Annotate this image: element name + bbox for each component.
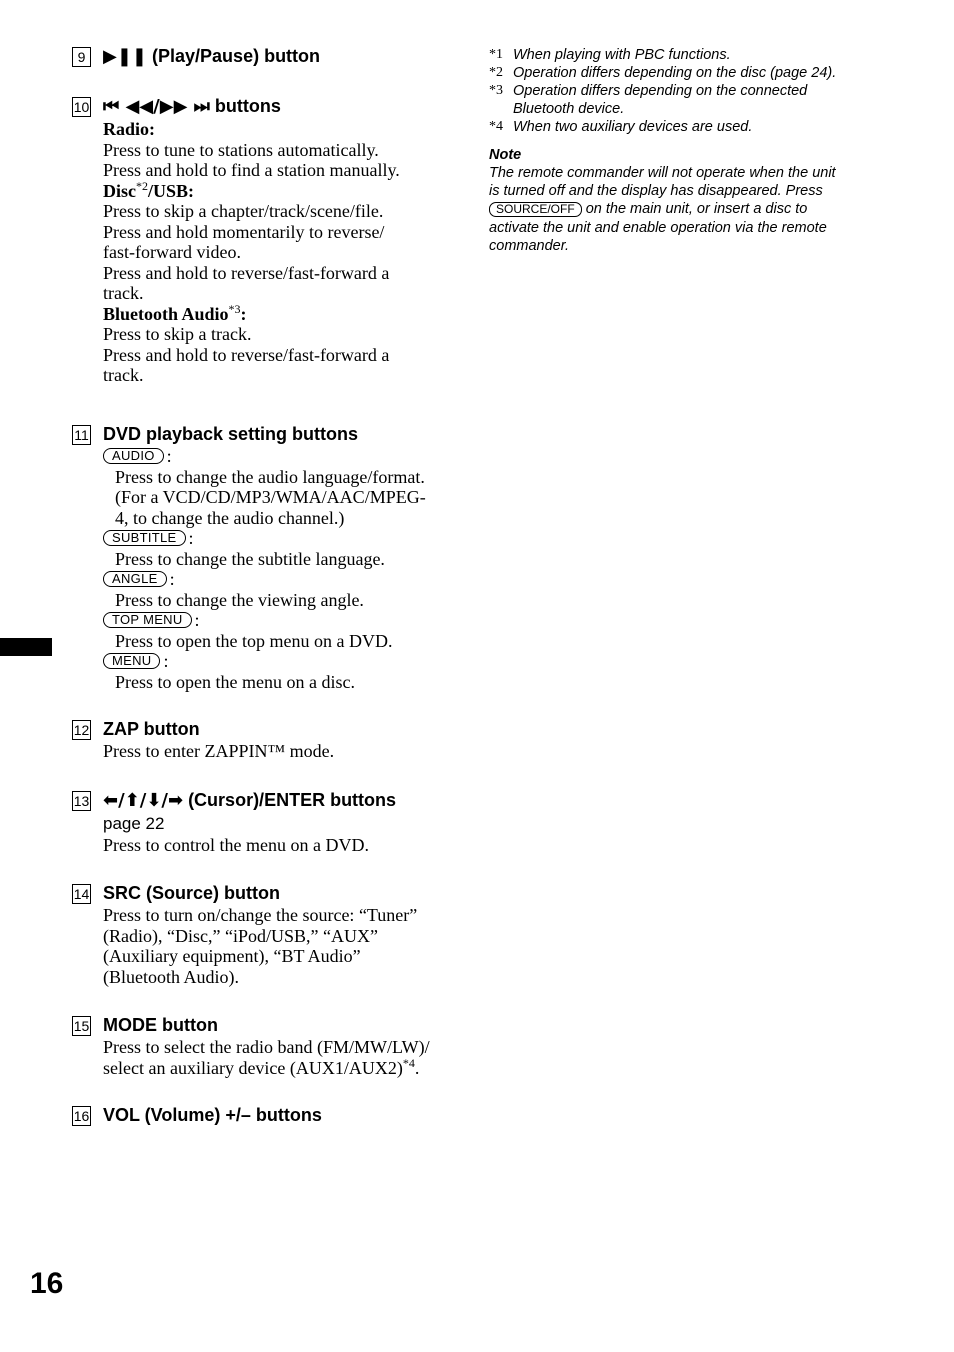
item-body [103,741,472,762]
body-line: select an auxiliary device $(AUX1/AUX2)^{*4}$. [103,1055,420,1078]
footnotes-and-note [489,46,874,255]
body-line: (Auxiliary equipment), “BT Audio” [103,946,361,966]
item-number: 13 [73,793,90,809]
body-line: 4, to change the audio channel.) [115,507,345,528]
item-heading: DVD playback setting buttons [103,424,359,444]
item-cursor-enter [72,788,472,881]
item-body [103,119,472,386]
body-line: Press to open the menu on a disc. [115,671,355,692]
item-volume [72,1103,472,1127]
button-descriptions [72,44,472,1127]
item-heading: ZAP button [103,719,200,739]
radio-label: Radio: [103,119,156,139]
item-number: 14 [73,886,90,902]
top-menu-key-line: TOP MENU : [103,610,472,631]
body-line: track. [103,283,144,303]
disc-usb-label: Disc$^{*2}$/USB: [103,178,195,201]
subtitle-key-line: SUBTITLE : [103,528,472,549]
body-line: (For a VCD/CD/MP3/WMA/AAC/MPEG- [115,487,426,507]
body-line: (Radio), “Disc,” “iPod/USB,” “AUX” [103,925,378,946]
item-body [103,835,472,856]
menu-key: MENU [103,653,160,669]
body-line: track. [103,365,144,385]
body-line: Press to change the subtitle language. [115,548,385,569]
item-heading: ⏮ ◀◀/▶▶ ⏭ buttons [103,96,281,117]
item-number: 16 [73,1108,90,1124]
body-line: fast-forward video. [103,242,241,262]
prev-next-icon: ⏮ ◀◀/▶▶ ⏭ [103,96,210,117]
footnote: *2 Operation differs depending on the disc (page 24). [489,65,837,81]
item-number: 9 [72,47,91,67]
body-line: Press and hold to reverse/fast-forward a [103,344,390,365]
cursor-arrows-icon: ⬅/⬆/⬇/➡ [103,790,184,811]
subtitle-key: SUBTITLE [103,530,186,546]
page-number: 16 [30,1267,64,1300]
audio-key-line: AUDIO : [103,446,472,467]
body-line: Press and hold momentarily to reverse/ [103,221,385,242]
page-reference: page 22 [103,814,165,833]
item-play-pause [72,44,472,94]
item-seek-buttons [72,94,472,422]
body-line: Press and hold to reverse/fast-forward a [103,262,390,283]
body-line: Press to skip a chapter/track/scene/file. [103,201,384,221]
body-line: Press to change the audio language/format. [115,466,425,487]
note-heading: Note [489,147,522,163]
item-heading: ⬅/⬆/⬇/➡ (Cursor)/ENTER buttons [103,790,397,811]
menu-key-line: MENU : [103,651,472,672]
audio-key: AUDIO [103,448,164,464]
item-body [103,446,472,692]
body-line: Press to enter ZAPPIN™ mode. [103,741,335,761]
footnote: *4 When two auxiliary devices are used. [489,119,753,135]
body-line: Press to skip a track. [103,324,252,344]
footnote: *3 Operation differs depending on the connected Bluetooth device. [489,83,808,117]
item-mode [72,1013,472,1103]
item-number: 15 [73,1018,90,1034]
item-heading: MODE button [103,1015,218,1035]
source-off-key: SOURCE/OFF [489,202,582,217]
body-line: Press to tune to stations automatically. [103,139,379,160]
item-source [72,881,472,1013]
body-line: Press to control the menu on a DVD. [103,835,369,855]
body-line: Press to turn on/change the source: “Tuner” [103,905,418,925]
item-number: 11 [72,425,91,445]
item-dvd-settings [72,422,472,717]
bluetooth-audio-label: Bluetooth Audio$^{*3}$: [103,301,247,324]
body-line: Press to select the radio band (FM/MW/LW)/ [103,1037,430,1057]
footnote: *1 When playing with PBC functions. [489,47,731,63]
item-heading: VOL (Volume) +/– buttons [103,1105,322,1125]
item-body [103,905,472,987]
item-number: 12 [73,722,90,738]
angle-key: ANGLE [103,571,167,587]
body-line: Press to open the top menu on a DVD. [115,630,393,651]
item-zap [72,717,472,788]
item-body [103,1037,472,1078]
item-heading: ▶❚❚ (Play/Pause) button [103,46,321,67]
body-line: Press and hold to find a station manually. [103,160,400,180]
note-text: The remote commander will not operate when the unit is turned off and the display has disappeared. Press SOURCE/OFF on the main unit, or insert a disc to activate the unit and enable operation via the remote commander. [489,165,836,254]
play-pause-icon: ▶❚❚ [103,46,148,67]
body-line: Press to change the viewing angle. [115,589,364,610]
body-line: (Bluetooth Audio). [103,966,239,987]
angle-key-line: ANGLE : [103,569,472,590]
top-menu-key: TOP MENU [103,612,192,628]
section-tab-marker [0,638,52,656]
item-heading: SRC (Source) button [103,883,280,903]
item-number: 10 [73,99,90,115]
